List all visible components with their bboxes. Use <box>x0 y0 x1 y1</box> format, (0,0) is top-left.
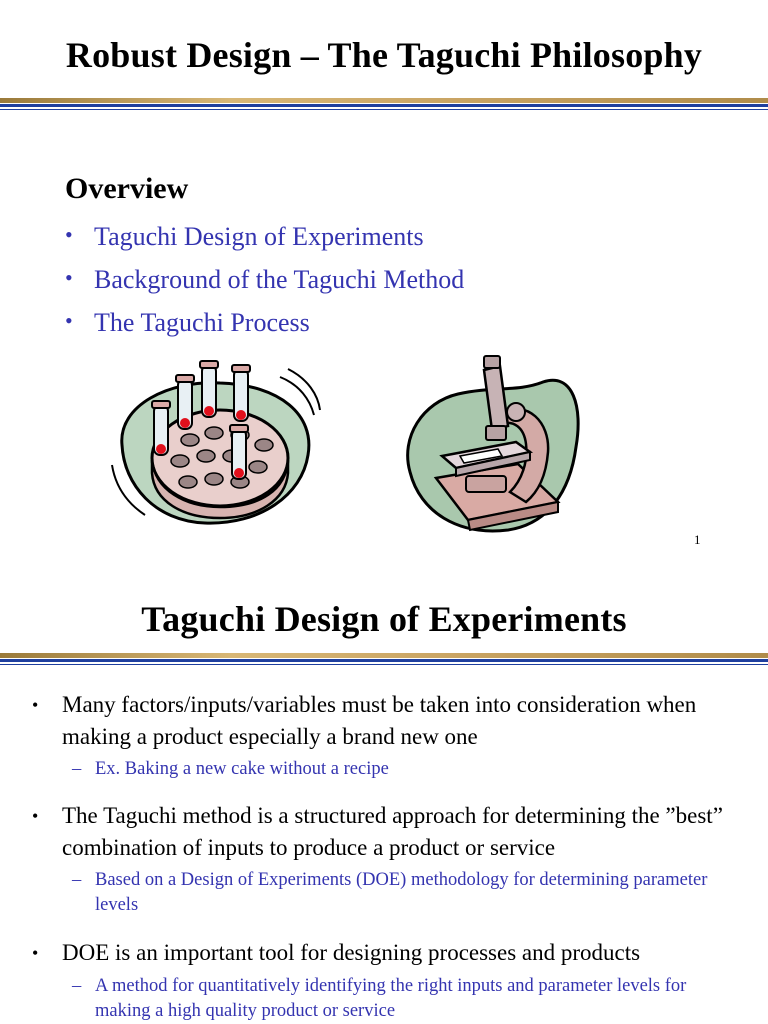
bullet-icon: • <box>32 695 39 715</box>
slide-title: Robust Design – The Taguchi Philosophy <box>65 35 703 75</box>
title-divider <box>0 98 768 112</box>
overview-item: • Taguchi Design of Experiments <box>65 222 424 251</box>
slide-title: Taguchi Design of Experiments <box>141 599 627 639</box>
dash-icon: – <box>72 976 82 996</box>
overview-heading: Overview <box>65 172 189 205</box>
bullet-icon: • <box>32 943 39 963</box>
petri-dish-icon <box>110 355 322 535</box>
title-divider <box>0 653 768 667</box>
bullet-icon: • <box>65 222 73 247</box>
page-number: 1 <box>694 532 701 547</box>
dash-icon: – <box>72 870 82 890</box>
bullet-icon: • <box>32 806 39 826</box>
slide-2: Taguchi Design of Experiments • Many factors/inputs/variables must be taken into consideration when making a product especially a brand new one – Ex. Baking a new cake without a recipe • The Taguchi method is a structured approach for determining the ”best” combination of inputs to produce a product or service – Based on a Design of Experiments (DOE) methodology for determining parameter levels • DOE is an important tool for designing processes and products – A method for quantitatively identifying the right inputs and parameter levels for making a high quality product or service <box>0 568 768 1024</box>
overview-item: • The Taguchi Process <box>65 308 310 337</box>
bullet-icon: • <box>65 308 73 333</box>
microscope-icon <box>398 352 588 540</box>
dash-icon: – <box>72 759 82 779</box>
overview-item: • Background of the Taguchi Method <box>65 265 465 294</box>
bullet-icon: • <box>65 265 73 290</box>
